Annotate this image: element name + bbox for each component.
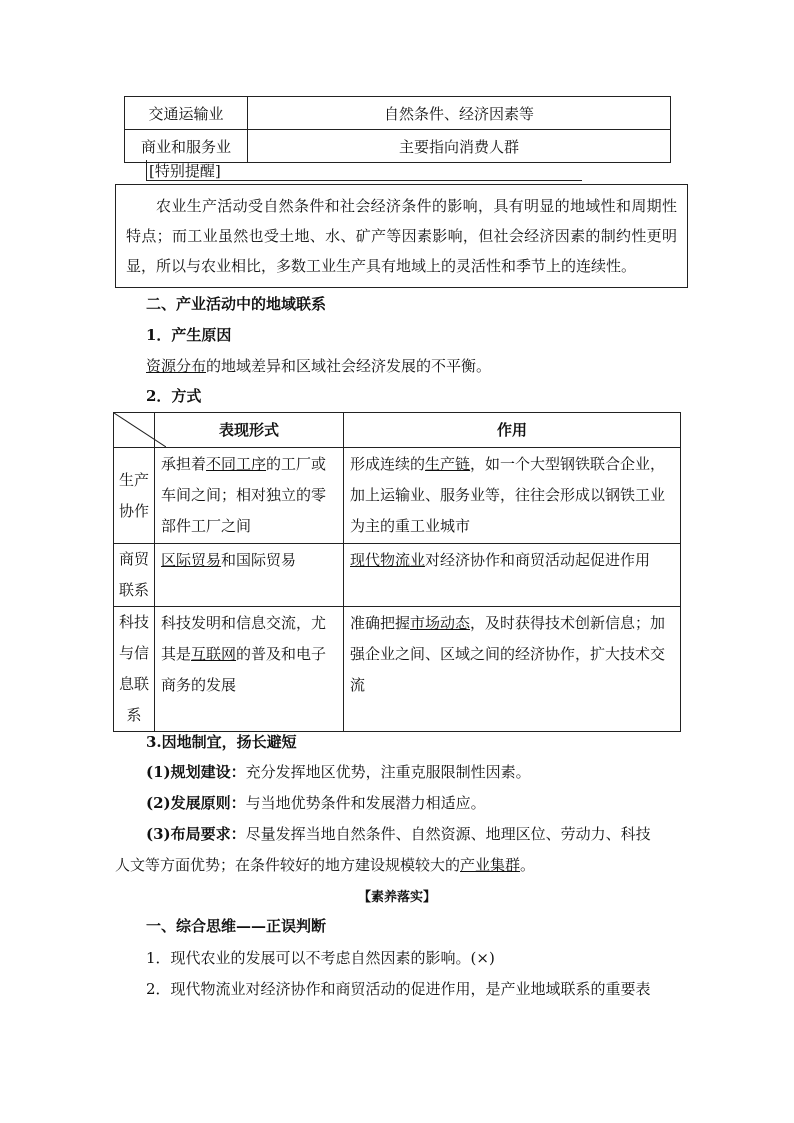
item-text: 与当地优势条件和发展潜力相适应。 [245, 794, 486, 812]
table-row [114, 544, 681, 607]
cell-underline: 市场动态 [410, 614, 471, 632]
cell-text: 准确把握 [350, 614, 411, 632]
item-text: 尽量发挥当地自然条件、自然资源、地理区位、劳动力、科技 [245, 825, 651, 843]
list-item [146, 793, 486, 813]
cell-underline: 生产链 [425, 455, 471, 473]
cell-text: 对经济协作和商贸活动起促进作用 [425, 551, 651, 569]
cell-underline: 不同工序 [206, 455, 267, 473]
question-item: 2．现代物流业对经济协作和商贸活动的促进作用，是产业地域联系的重要表 [146, 980, 651, 998]
item-underline: 产业集群 [460, 856, 521, 874]
cell-text: 的普及和电子商务的发展 [161, 645, 327, 694]
item-label: (3)布局要求： [146, 825, 246, 843]
cell-text: 科技发明和信息交流，尤其是 [161, 614, 327, 663]
cell-text: 承担着 [161, 455, 207, 473]
cell-underline: 现代物流业 [350, 551, 426, 569]
row-head [114, 544, 155, 607]
practice-banner: 【素养落实】 [357, 890, 436, 905]
item-text: 。 [520, 856, 536, 874]
method-title: 2．方式 [146, 387, 202, 405]
cause-rest: 的地域差异和区域社会经济发展的不平衡。 [206, 357, 492, 375]
effect-cell [344, 607, 681, 732]
item-text: 人文等方面优势；在条件较好的地方建设规模较大的 [115, 856, 461, 874]
table-cell: 交通运输业 [125, 97, 248, 130]
hint-label: [特别提醒] [146, 160, 221, 181]
row-head-text: 商贸联系 [118, 550, 149, 599]
form-cell [155, 607, 344, 732]
hint-box [115, 184, 688, 288]
cell-text: 的工厂或车间之间；相对独立的零部件工厂之间 [161, 455, 327, 535]
list-item [146, 824, 651, 844]
cause-text [146, 356, 491, 376]
table-row [125, 130, 671, 163]
row-head [114, 448, 155, 544]
list-item [146, 762, 531, 782]
header-cell: 作用 [344, 413, 681, 448]
effect-cell [344, 544, 681, 607]
cell-text: 形成连续的 [350, 455, 426, 473]
diagonal-cell [114, 413, 155, 448]
cell-text: ，及时获得技术创新信息；加强企业之间、区域之间的经济协作，扩大技术交流 [350, 614, 666, 694]
method-table [113, 412, 681, 732]
practice-title: 一、综合思维——正误判断 [146, 917, 327, 935]
table-cell: 自然条件、经济因素等 [248, 97, 671, 130]
section3-title: 3.因地制宜，扬长避短 [146, 733, 297, 751]
top-table [124, 96, 671, 163]
row-head [114, 607, 155, 732]
form-cell [155, 544, 344, 607]
cause-underline: 资源分布 [146, 357, 207, 375]
cell-underline: 互联网 [191, 645, 237, 663]
table-cell: 主要指向消费人群 [248, 130, 671, 163]
question-item: 1．现代农业的发展可以不考虑自然因素的影响。(×) [146, 949, 495, 967]
divider [146, 180, 582, 181]
item-text: 充分发挥地区优势，注重克服限制性因素。 [245, 763, 531, 781]
table-row [125, 97, 671, 130]
table-row [114, 607, 681, 732]
section-title: 二、产业活动中的地域联系 [146, 295, 327, 313]
form-cell [155, 448, 344, 544]
cause-title: 1．产生原因 [146, 326, 232, 344]
row-head-text: 科技与信息联系 [118, 613, 149, 724]
hint-text: 农业生产活动受自然条件和社会经济条件的影响，具有明显的地域性和周期性特点；而工业虽然也受土地、水、矿产等因素影响，但社会经济因素的制约性更明显，所以与农业相比，多数工业生产具有地域上的灵活性和季节上的连续性。 [126, 197, 677, 275]
row-head-text: 生产协作 [118, 470, 149, 520]
table-row [114, 448, 681, 544]
item-label: (1)规划建设： [146, 763, 246, 781]
table-cell: 商业和服务业 [125, 130, 248, 163]
diagonal-line [114, 413, 166, 447]
item-label: (2)发展原则： [146, 794, 246, 812]
cell-underline: 区际贸易 [161, 551, 222, 569]
cell-text: 和国际贸易 [221, 551, 297, 569]
effect-cell [344, 448, 681, 544]
list-item-continued [115, 855, 535, 875]
header-cell: 表现形式 [155, 413, 344, 448]
cell-text: ，如一个大型钢铁联合企业，加上运输业、服务业等，往往会形成以钢铁工业为主的重工业城市 [350, 455, 666, 535]
table-header-row [114, 413, 681, 448]
